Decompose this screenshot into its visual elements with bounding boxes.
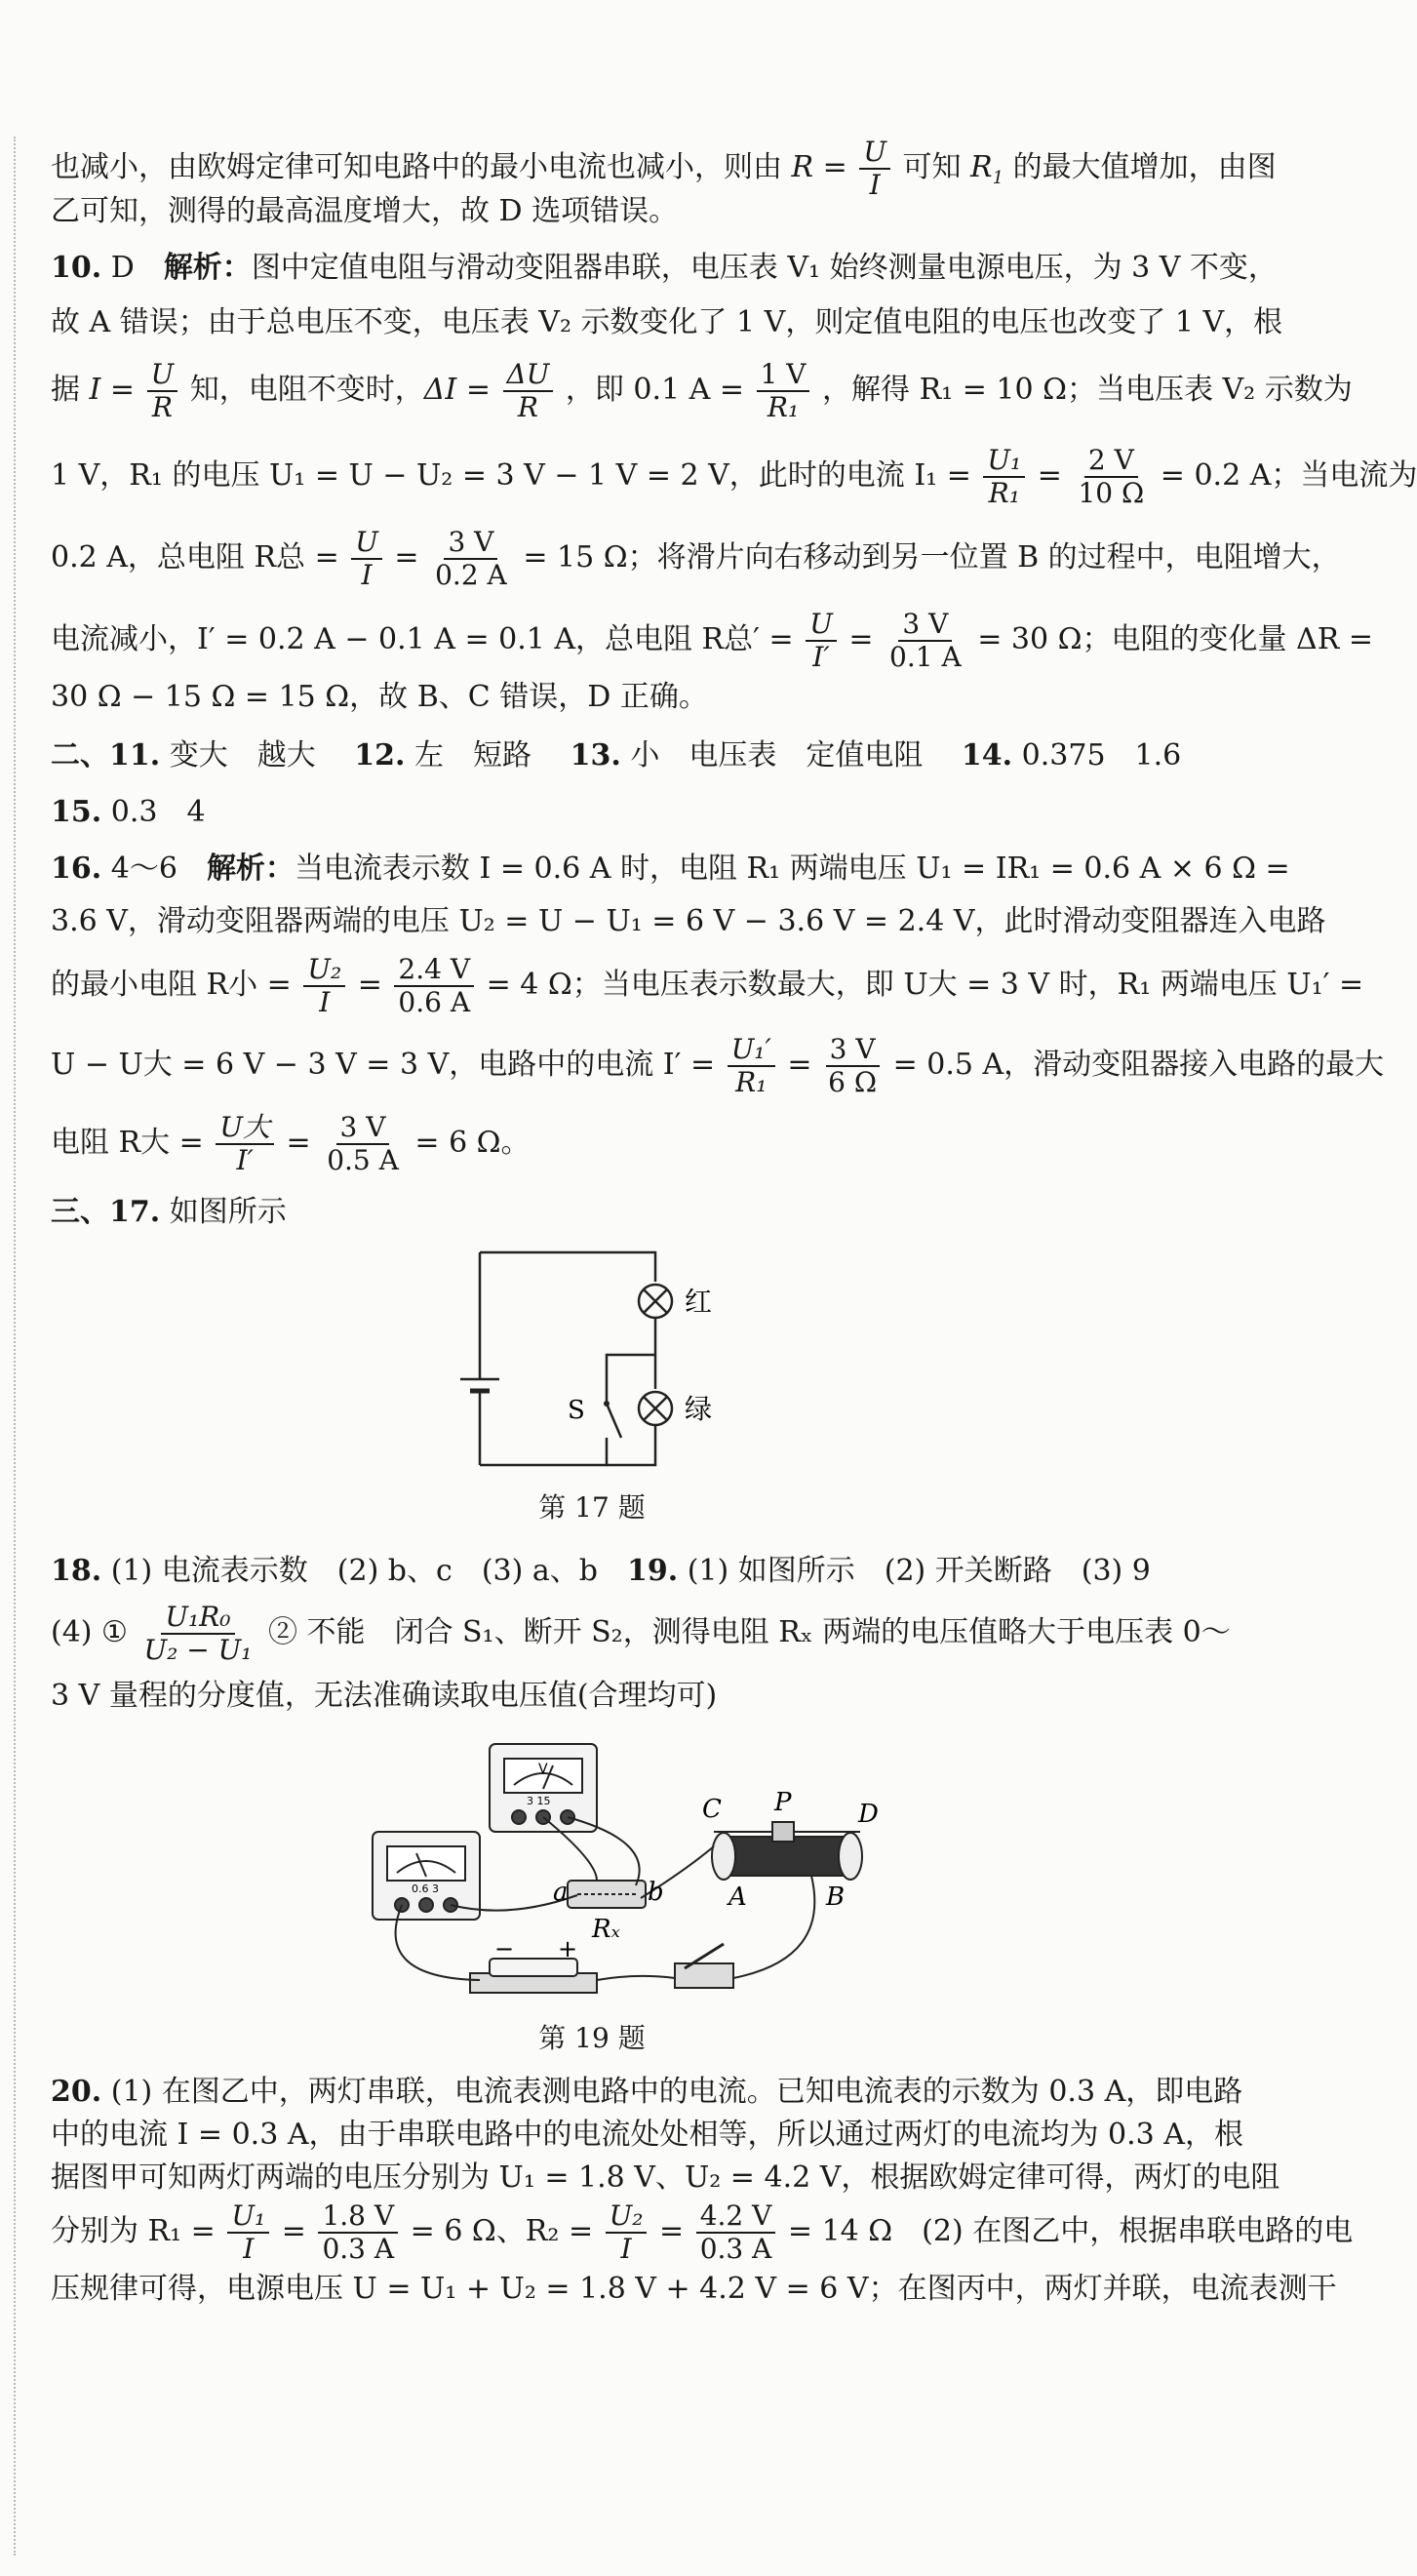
- line-4: 故 A 错误；由于总电压不变，电压表 V₂ 示数变化了 1 V，则定值电阻的电压也改变了 1 V，根: [51, 305, 1283, 339]
- label-a: a: [553, 1878, 569, 1907]
- line-24: 分别为 R₁ = $\frac{\text{U₁}}{I}$ = $\frac{1.8 V}{0.3 A}$ = 6 Ω、R₂ = $\frac{\text{U₂}}{I}$ = $\frac{4.2 V}{0.3 A}$ = 14 Ω (2) 在图乙中，根据串联电路的电: [51, 2200, 1354, 2265]
- line-23: 据图甲可知两灯两端的电压分别为 U₁ = 1.8 V、U₂ = 4.2 V，根据欧姆定律可得，两灯的电阻: [51, 2160, 1280, 2195]
- label-switch-s: S: [568, 1396, 585, 1425]
- line-20: 3 V 量程的分度值，无法准确读取电压值(合理均可): [51, 1679, 718, 1713]
- label-plus: +: [558, 1935, 578, 1962]
- line-15: U − U大 = 6 V − 3 V = 3 V，电路中的电流 I′ = $\frac{\text{U₁′}}{\text{R₁}}$ = $\frac{3 V}{6 \Omega}$ = 0.5 A，滑动变阻器接入电路的最大: [51, 1033, 1385, 1098]
- fraction-18V-over-03A: $\frac{1.8 V}{0.3 A}$: [318, 2200, 398, 2265]
- label-C: C: [702, 1795, 722, 1824]
- switch-pivot-dot: [604, 1401, 610, 1407]
- fraction-1V-over-R1: $\frac{1 V}{\text{R₁}}$: [757, 359, 810, 423]
- label-minus: −: [494, 1935, 515, 1962]
- fraction-3V-over-6ohm: $\frac{3 V}{6 \Omega}$: [824, 1034, 881, 1098]
- switch-base: [675, 1963, 733, 1988]
- line-14: 的最小电阻 R小 = $\frac{\text{U₂}}{I}$ = $\frac{2.4 V}{0.6 A}$ = 4 Ω；当电压表示数最大，即 U大 = 3 V 时，R₁ 两端电压 U₁′ =: [51, 953, 1364, 1018]
- label-Rx: Rₓ: [592, 1915, 620, 1944]
- label-P: P: [774, 1788, 792, 1817]
- label-B: B: [826, 1882, 846, 1912]
- fraction-U2-over-I-2: $\frac{\text{U₂}}{I}$: [606, 2200, 648, 2265]
- line-13: 3.6 V，滑动变阻器两端的电压 U₂ = U − U₁ = 6 V − 3.6 V = 2.4 V，此时滑动变阻器连入电路: [51, 904, 1326, 938]
- label-A: A: [728, 1882, 747, 1912]
- label-b: b: [648, 1878, 664, 1907]
- label-green: 绿: [685, 1393, 713, 1425]
- fraction-U1-over-R1: $\frac{\text{U₁}}{\text{R₁}}$: [983, 445, 1025, 509]
- line-q19-4: (4) ① $\frac{\text{U₁R₀}}{\text{U₂ − U₁}}$ ② 不能 闭合 S₁、断开 S₂，测得电阻 Rₓ 两端的电压值略大于电压表 0～: [51, 1601, 1231, 1666]
- fraction-42V-over-03A: $\frac{4.2 V}{0.3 A}$: [696, 2200, 776, 2265]
- line-16: 电阻 R大 = $\frac{\text{U大}}{I'}$ = $\frac{3 V}{0.5 A}$ = 6 Ω。: [51, 1111, 531, 1176]
- fraction-dU-over-R: $\frac{\Delta U}{R}$: [503, 359, 554, 423]
- fraction-Umax-over-Iprime: $\frac{\text{U大}}{I'}$: [216, 1112, 274, 1176]
- line-q10: 10. D 解析：图中定值电阻与滑动变阻器串联，电压表 V₁ 始终测量电源电压，为 3 V 不变，: [51, 251, 1278, 285]
- line-q16: 16. 4～6 解析：当电流表示数 I = 0.6 A 时，电阻 R₁ 两端电压 U₁ = IR₁ = 0.6 A × 6 Ω =: [51, 852, 1290, 886]
- figure-19: [51, 1724, 1231, 2056]
- line-6: 1 V，R₁ 的电压 U₁ = U − U₂ = 3 V − 1 V = 2 V，此时的电流 I₁ = $\frac{\text{U₁}}{\text{R₁}}$ = $\frac{2 V}{10 \Omega}$ = 0.2 A；当电流为: [51, 444, 1417, 509]
- fraction-U1prime-over-R1: $\frac{\text{U₁′}}{\text{R₁}}$: [728, 1034, 775, 1098]
- fraction-U-over-I-2: $\frac{U}{I}$: [351, 527, 382, 591]
- margin-dotted-line: [14, 137, 16, 2556]
- line-1: 也减小，由欧姆定律可知电路中的最小电流也减小，则由 R = $\frac{U}{I}$ 可知 $R_1$ 的最大值增加，由图: [51, 136, 1277, 201]
- label-red: 红: [685, 1286, 713, 1318]
- line-q20: 20. (1) 在图乙中，两灯串联，电流表测电路中的电流。已知电流表的示数为 0.3 A，即电路: [51, 2075, 1243, 2109]
- fraction-U2-over-I: $\frac{\text{U₂}}{I}$: [303, 954, 345, 1018]
- line-q17: 三、17. 如图所示: [51, 1195, 287, 1229]
- fraction-U1R0-over-U2-U1: $\frac{\text{U₁R₀}}{\text{U₂ − U₁}}$: [143, 1601, 253, 1666]
- fraction-3V-over-01A: $\frac{3 V}{0.1 A}$: [889, 608, 962, 673]
- fraction-U-over-I: $\frac{U}{I}$: [859, 137, 890, 201]
- fraction-3V-over-02A: $\frac{3 V}{0.2 A}$: [435, 526, 507, 591]
- label-D: D: [858, 1800, 879, 1829]
- fraction-2V-over-10ohm: $\frac{2 V}{10 \Omega}$: [1078, 444, 1145, 509]
- line-9: 30 Ω − 15 Ω = 15 Ω，故 B、C 错误，D 正确。: [51, 680, 708, 714]
- ammeter-terminals: 0.6 3: [412, 1882, 439, 1895]
- line-q15: 15. 0.3 4: [51, 795, 206, 829]
- line-7: 0.2 A，总电阻 R总 = $\frac{U}{I}$ = $\frac{3 V}{0.2 A}$ = 15 Ω；将滑片向右移动到另一位置 B 的过程中，电阻增大，: [51, 526, 1341, 591]
- caption-17: 第 17 题: [538, 1491, 646, 1524]
- voltmeter-terminals: 3 15: [527, 1795, 551, 1807]
- answer-content: [51, 136, 1417, 2306]
- figure-17: [51, 1243, 1231, 1565]
- fraction-24V-over-06A: $\frac{2.4 V}{0.6 A}$: [394, 954, 474, 1018]
- line-25: 压规律可得，电源电压 U = U₁ + U₂ = 1.8 V + 4.2 V = 6 V；在图丙中，两灯并联，电流表测干: [51, 2272, 1337, 2306]
- voltmeter-symbol: V: [538, 1762, 548, 1777]
- line-22: 中的电流 I = 0.3 A，由于串联电路中的电流处处相等，所以通过两灯的电流均为 0.3 A，根: [51, 2118, 1243, 2152]
- fraction-U-over-R: $\frac{U}{R}$: [147, 359, 178, 423]
- fraction-U1-over-I: $\frac{\text{U₁}}{I}$: [227, 2200, 269, 2265]
- line-5: 据 I = $\frac{U}{R}$ 知，电阻不变时，ΔI = $\frac{\Delta U}{R}$ ，即 0.1 A = $\frac{1 V}{\text{R₁}}$ ，解得 R₁ = 10 Ω；当电压表 V₂ 示数为: [51, 358, 1353, 423]
- fraction-3V-over-05A: $\frac{3 V}{0.5 A}$: [327, 1111, 399, 1176]
- circuit-diagram-17: [51, 1243, 1231, 1526]
- fraction-U-over-Iprime: $\frac{U}{I'}$: [806, 609, 837, 673]
- line-q18-19: 18. (1) 电流表示数 (2) b、c (3) a、b 19. (1) 如图所示 (2) 开关断路 (3) 9: [51, 1554, 1151, 1588]
- line-section-2: 二、11. 变大 越大 12. 左 短路 13. 小 电压表 定值电阻 14. 0.375 1.6: [51, 738, 1182, 773]
- line-2: 乙可知，测得的最高温度增大，故 D 选项错误。: [51, 194, 679, 228]
- line-8: 电流减小，I′ = 0.2 A − 0.1 A = 0.1 A，总电阻 R总′ = $\frac{U}{I'}$ = $\frac{3 V}{0.1 A}$ = 30 Ω；电阻的变化量 ΔR =: [51, 608, 1373, 673]
- circuit-diagram-19: [51, 1724, 1231, 2017]
- caption-19: 第 19 题: [538, 2022, 646, 2054]
